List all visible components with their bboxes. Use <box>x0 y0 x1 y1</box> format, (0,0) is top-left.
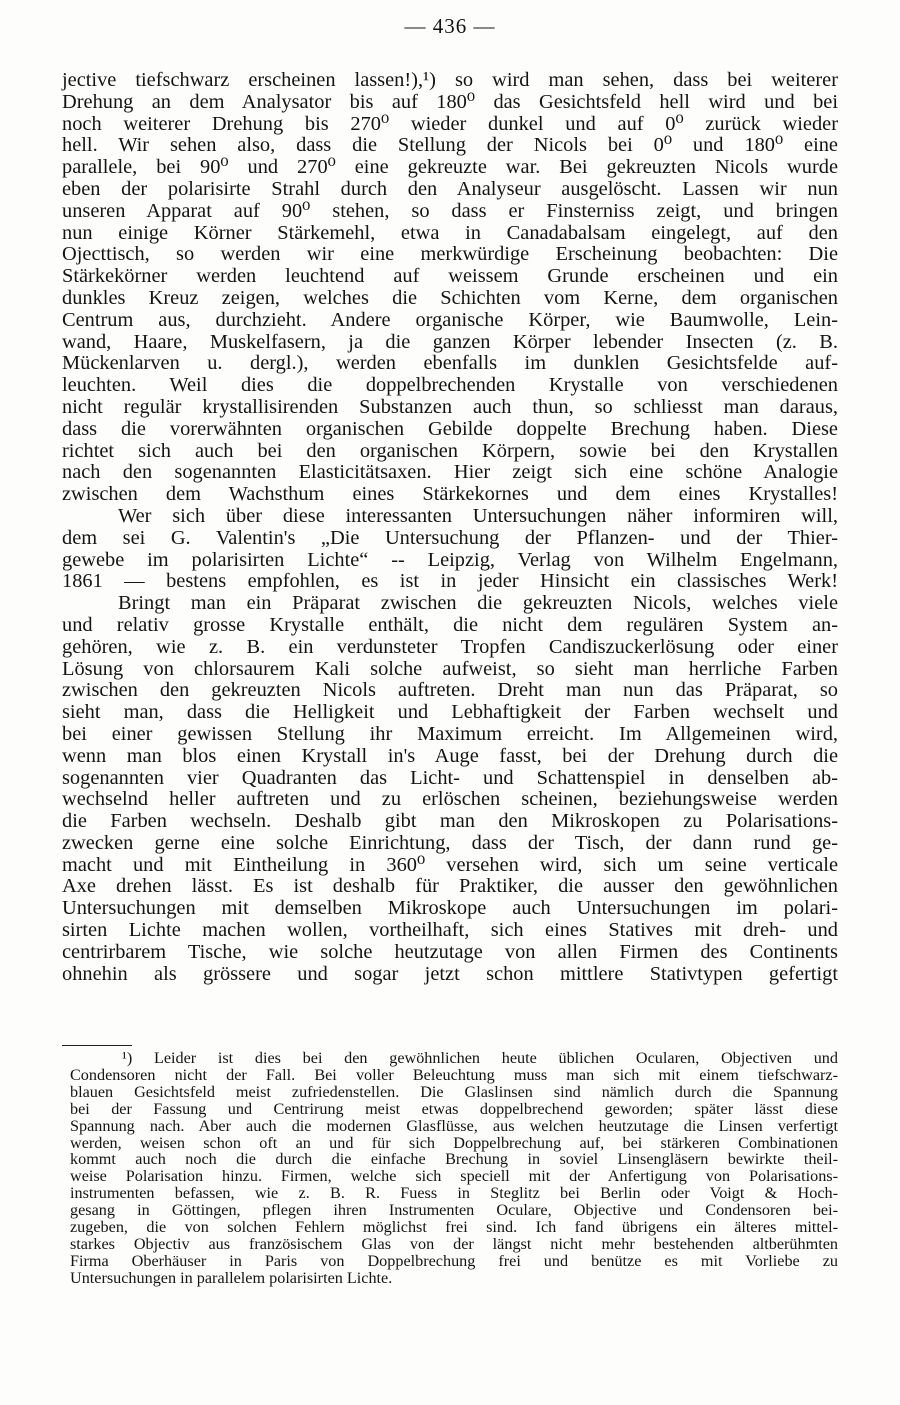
body-line: sogenannten vier Quadranten das Licht- und Schattenspiel in denselben ab- <box>62 766 838 789</box>
body-line: wand, Haare, Muskelfasern, ja die ganzen Körper lebender Insecten (z. B. <box>62 330 838 353</box>
footnote-separator <box>62 1045 132 1046</box>
body-line: parallele, bei 90⁰ und 270⁰ eine gekreuzte war. Bei gekreuzten Nicols wurde <box>62 156 838 179</box>
body-line: Ojecttisch, so werden wir eine merkwürdige Erscheinung beobachten: Die <box>62 243 838 266</box>
footnote-line: zugeben, die von solchen Fehlern möglichst frei sind. Ich fand übrigens ein älteres mittel- <box>70 1218 838 1237</box>
body-line: leuchten. Weil dies die doppelbrechenden Krystalle von verschiedenen <box>62 374 838 397</box>
body-line: und relativ grosse Krystalle enthält, die nicht dem regulären System an- <box>62 613 838 636</box>
body-line: nach den sogenannten Elasticitätsaxen. Hier zeigt sich eine schöne Analogie <box>62 461 838 484</box>
body-line: gewebe im polarisirten Lichte“ -- Leipzig, Verlag von Wilhelm Engelmann, <box>62 548 838 571</box>
body-line: macht und mit Eintheilung in 360⁰ versehen wird, sich um seine verticale <box>62 853 838 876</box>
body-line: sieht man, dass die Helligkeit und Lebhaftigkeit der Farben wechselt und <box>62 701 838 724</box>
footnote-line: starkes Objectiv aus französischem Glas von der längst nicht mehr bestehenden altberühmten <box>70 1234 838 1253</box>
footnotes <box>70 1050 838 1287</box>
body-line: wechselnd heller auftreten und zu erlöschen scheinen, beziehungsweise werden <box>62 788 838 811</box>
body-line: Axe drehen lässt. Es ist deshalb für Praktiker, die ausser den gewöhnlichen <box>62 875 838 898</box>
body-line: Drehung an dem Analysator bis auf 180⁰ das Gesichtsfeld hell wird und bei <box>62 90 838 113</box>
footnote-line: instrumenten befassen, wie z. B. R. Fuess in Steglitz bei Berlin oder Voigt & Hoch- <box>70 1184 838 1203</box>
body-line: Mückenlarven u. dergl.), werden ebenfalls im dunklen Gesichtsfelde auf- <box>62 352 838 375</box>
body-text <box>62 70 838 985</box>
body-line: Bringt man ein Präparat zwischen die gekreuzten Nicols, welches viele <box>118 592 838 615</box>
body-line: Lösung von chlorsaurem Kali solche aufweist, so sieht man herrliche Farben <box>62 657 838 680</box>
footnote-line: Condensoren nicht der Fall. Bei voller Beleuchtung muss man sich mit einem tiefschwarz- <box>70 1065 838 1084</box>
footnote-line: ¹) Leider ist dies bei den gewöhnlichen heute üblichen Ocularen, Objectiven und <box>122 1049 838 1067</box>
body-line: Stärkekörner werden leuchtend auf weissem Grunde erscheinen und ein <box>62 265 838 288</box>
body-line: centrirbarem Tische, wie solche heutzutage von allen Firmen des Continents <box>62 940 838 963</box>
footnote-line: Firma Oberhäuser in Paris von Doppelbrechung frei und benütze es mit Vorliebe zu <box>70 1251 838 1270</box>
body-line: Centrum aus, durchzieht. Andere organische Körper, wie Baumwolle, Lein- <box>62 308 838 331</box>
footnote-line: gesang in Göttingen, pflegen ihren Instrumenten Oculare, Objective und Condensoren bei- <box>70 1201 838 1220</box>
body-line: jective tiefschwarz erscheinen lassen!),¹) so wird man sehen, dass bei weiterer <box>62 69 838 91</box>
footnote-line: werden, weisen schon oft an und für sich Doppelbrechung auf, bei stärkeren Combinationen <box>70 1133 838 1152</box>
body-line: unseren Apparat auf 90⁰ stehen, so dass er Finsterniss zeigt, und bringen <box>62 199 838 222</box>
body-line: Wer sich über diese interessanten Untersuchungen näher informiren will, <box>118 504 838 527</box>
body-line: die Farben wechseln. Deshalb gibt man den Mikroskopen zu Polarisations- <box>62 810 838 833</box>
body-line: wenn man blos einen Krystall in's Auge fasst, bei der Drehung durch die <box>62 744 838 767</box>
body-line: nicht regulär krystallisirenden Substanzen auch thun, so schliesst man daraus, <box>62 395 838 418</box>
body-line: hell. Wir sehen also, dass die Stellung der Nicols bei 0⁰ und 180⁰ eine <box>62 134 838 157</box>
body-line: ohnehin als grössere und sogar jetzt schon mittlere Stativtypen gefertigt <box>62 962 838 985</box>
body-line: zwischen den gekreuzten Nicols auftreten. Dreht man nun das Präparat, so <box>62 679 838 702</box>
body-line: dunkles Kreuz zeigen, welches die Schichten vom Kerne, dem organischen <box>62 286 838 309</box>
body-line: noch weiterer Drehung bis 270⁰ wieder dunkel und auf 0⁰ zurück wieder <box>62 112 838 135</box>
body-line: bei einer gewissen Stellung ihr Maximum erreicht. Im Allgemeinen wird, <box>62 722 838 745</box>
body-line: eben der polarisirte Strahl durch den Analyseur ausgelöscht. Lassen wir nun <box>62 177 838 200</box>
body-line: richtet sich auch bei den organischen Körpern, sowie bei den Krystallen <box>62 439 838 462</box>
body-line: zwecken gerne eine solche Einrichtung, dass der Tisch, der dann rund ge- <box>62 831 838 854</box>
body-line: dem sei G. Valentin's „Die Untersuchung der Pflanzen- und der Thier- <box>62 526 838 549</box>
footnote-line: Untersuchungen in parallelem polarisirten Lichte. <box>70 1268 393 1287</box>
body-line: dass die vorerwähnten organischen Gebilde doppelte Brechung haben. Diese <box>62 417 838 440</box>
page-number: — 436 — <box>404 14 496 38</box>
body-line: gehören, wie z. B. ein verdunsteter Tropfen Candiszuckerlösung oder einer <box>62 635 838 658</box>
footnote-line: blauen Gesichtsfeld meist zufriedenstellen. Die Glaslinsen sind nämlich durch die Spannung <box>70 1082 838 1101</box>
footnote-line: kommt auch noch die durch die einfache Brechung in soviel Linsengläsern bewirkte theil- <box>70 1150 838 1169</box>
body-line: 1861 — bestens empfohlen, es ist in jeder Hinsicht ein classisches Werk! <box>62 570 838 593</box>
body-line: sirten Lichte machen wollen, vortheilhaft, sich eines Statives mit dreh- und <box>62 919 838 942</box>
body-line: Untersuchungen mit demselben Mikroskope auch Untersuchungen im polari- <box>62 897 838 920</box>
body-line: nun einige Körner Stärkemehl, etwa in Canadabalsam eingelegt, auf den <box>62 221 838 244</box>
footnote-line: bei der Fassung und Centrirung meist etwas doppelbrechend geworden; später lässt diese <box>70 1099 838 1118</box>
body-line: zwischen dem Wachsthum eines Stärkekornes und dem eines Krystalles! <box>62 483 838 506</box>
footnote-line: Spannung nach. Aber auch die modernen Glasflüsse, aus welchen heutzutage die Linsen verfertigt <box>70 1116 838 1135</box>
footnote-line: weise Polarisation hinzu. Firmen, welche sich speciell mit der Anfertigung von Polarisations- <box>70 1167 838 1186</box>
